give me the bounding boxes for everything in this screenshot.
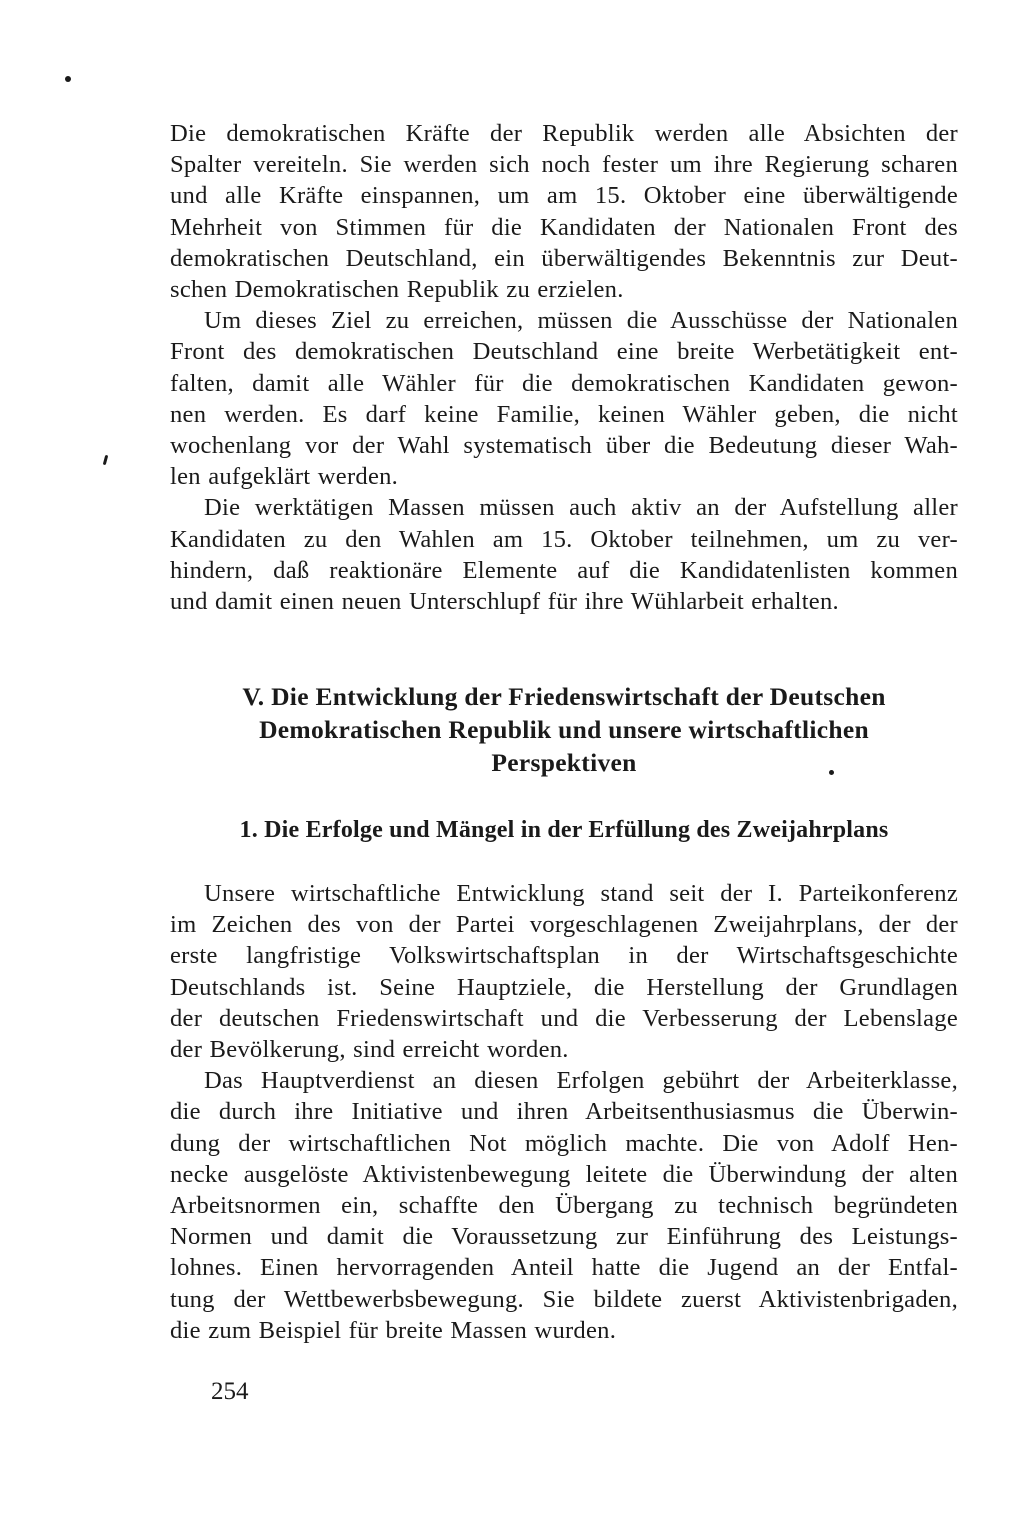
margin-tick-mark xyxy=(103,455,108,465)
text-line: Normen und damit die Voraussetzung zur Einführung des Leistungs- xyxy=(170,1223,958,1251)
chapter-heading xyxy=(170,680,958,779)
text-line: im Zeichen des von der Partei vorgeschlagenen Zweijahrplans, der der xyxy=(170,911,958,939)
text-line: Die werktätigen Massen müssen auch aktiv an der Aufstellung aller xyxy=(204,494,958,522)
text-line: und damit einen neuen Unterschlupf für ihre Wühlarbeit erhalten. xyxy=(170,588,839,616)
text-line: Die demokratischen Kräfte der Republik werden alle Absichten der xyxy=(170,120,958,147)
text-line: necke ausgelöste Aktivistenbewegung leitete die Überwindung der alten xyxy=(170,1160,958,1188)
text-line: der deutschen Friedenswirtschaft und die Verbesserung der Lebenslage xyxy=(170,1004,958,1032)
chapter-heading-line: Demokratischen Republik und unsere wirtschaftlichen xyxy=(259,715,869,744)
margin-dot-mark xyxy=(65,76,71,82)
text-line: dung der wirtschaftlichen Not möglich machte. Die von Adolf Hen- xyxy=(170,1129,958,1157)
paragraph-3 xyxy=(170,492,958,617)
page-number: 254 xyxy=(211,1378,249,1405)
text-line: nen werden. Es darf keine Familie, keinen Wähler geben, die nicht xyxy=(170,400,958,428)
text-line: Um dieses Ziel zu erreichen, müssen die Ausschüsse der Nationalen xyxy=(204,307,958,335)
paragraph-2 xyxy=(170,305,958,492)
text-line: und alle Kräfte einspannen, um am 15. Oktober eine überwältigende xyxy=(170,182,958,210)
text-line: die durch ihre Initiative und ihren Arbeitsenthusiasmus die Überwin- xyxy=(170,1098,958,1126)
text-line: die zum Beispiel für breite Massen wurden. xyxy=(170,1316,617,1344)
text-line: der Bevölkerung, sind erreicht worden. xyxy=(170,1036,569,1064)
text-line: lohnes. Einen hervorragenden Anteil hatte die Jugend an der Entfal- xyxy=(170,1254,958,1282)
section-body xyxy=(170,878,958,1346)
text-line: Arbeitsnormen ein, schaffte den Übergang zu technisch begründeten xyxy=(170,1192,958,1220)
chapter-heading-line: Perspektiven xyxy=(491,748,637,777)
text-line: demokratischen Deutschland, ein überwältigendes Bekenntnis zur Deut- xyxy=(170,244,958,272)
section-subheading: 1. Die Erfolge und Mängel in der Erfüllung des Zweijahrplans xyxy=(239,817,889,843)
text-line: Unsere wirtschaftliche Entwicklung stand seit der I. Parteikonferenz xyxy=(204,880,958,907)
text-line: hindern, daß reaktionäre Elemente auf die Kandidatenlisten kommen xyxy=(170,556,958,584)
text-line: Kandidaten zu den Wahlen am 15. Oktober teilnehmen, um zu ver- xyxy=(170,525,958,553)
paragraph-4 xyxy=(170,878,958,1065)
text-line: Front des demokratischen Deutschland eine breite Werbetätigkeit ent- xyxy=(170,338,958,366)
text-line: len aufgeklärt werden. xyxy=(170,463,399,491)
text-line: Das Hauptverdienst an diesen Erfolgen gebührt der Arbeiterklasse, xyxy=(204,1067,958,1095)
text-line: Spalter vereiteln. Sie werden sich noch fester um ihre Regierung scharen xyxy=(170,151,958,179)
paragraph-5 xyxy=(170,1065,958,1346)
text-line: Deutschlands ist. Seine Hauptziele, die Herstellung der Grundlagen xyxy=(170,973,958,1001)
text-line: tung der Wettbewerbsbewegung. Sie bildete zuerst Aktivistenbrigaden, xyxy=(170,1285,958,1313)
text-line: falten, damit alle Wähler für die demokratischen Kandidaten gewon- xyxy=(170,369,958,397)
text-line: erste langfristige Volkswirtschaftsplan in der Wirtschaftsgeschichte xyxy=(170,942,958,970)
chapter-heading-line: V. Die Entwicklung der Friedenswirtschaft der Deutschen xyxy=(242,682,886,711)
paragraph-1 xyxy=(170,118,958,305)
section-intro xyxy=(170,118,958,617)
text-line: Mehrheit von Stimmen für die Kandidaten der Nationalen Front des xyxy=(170,213,958,241)
text-line: schen Demokratischen Republik zu erzielen. xyxy=(170,276,624,304)
text-line: wochenlang vor der Wahl systematisch über die Bedeutung dieser Wah- xyxy=(170,432,958,460)
